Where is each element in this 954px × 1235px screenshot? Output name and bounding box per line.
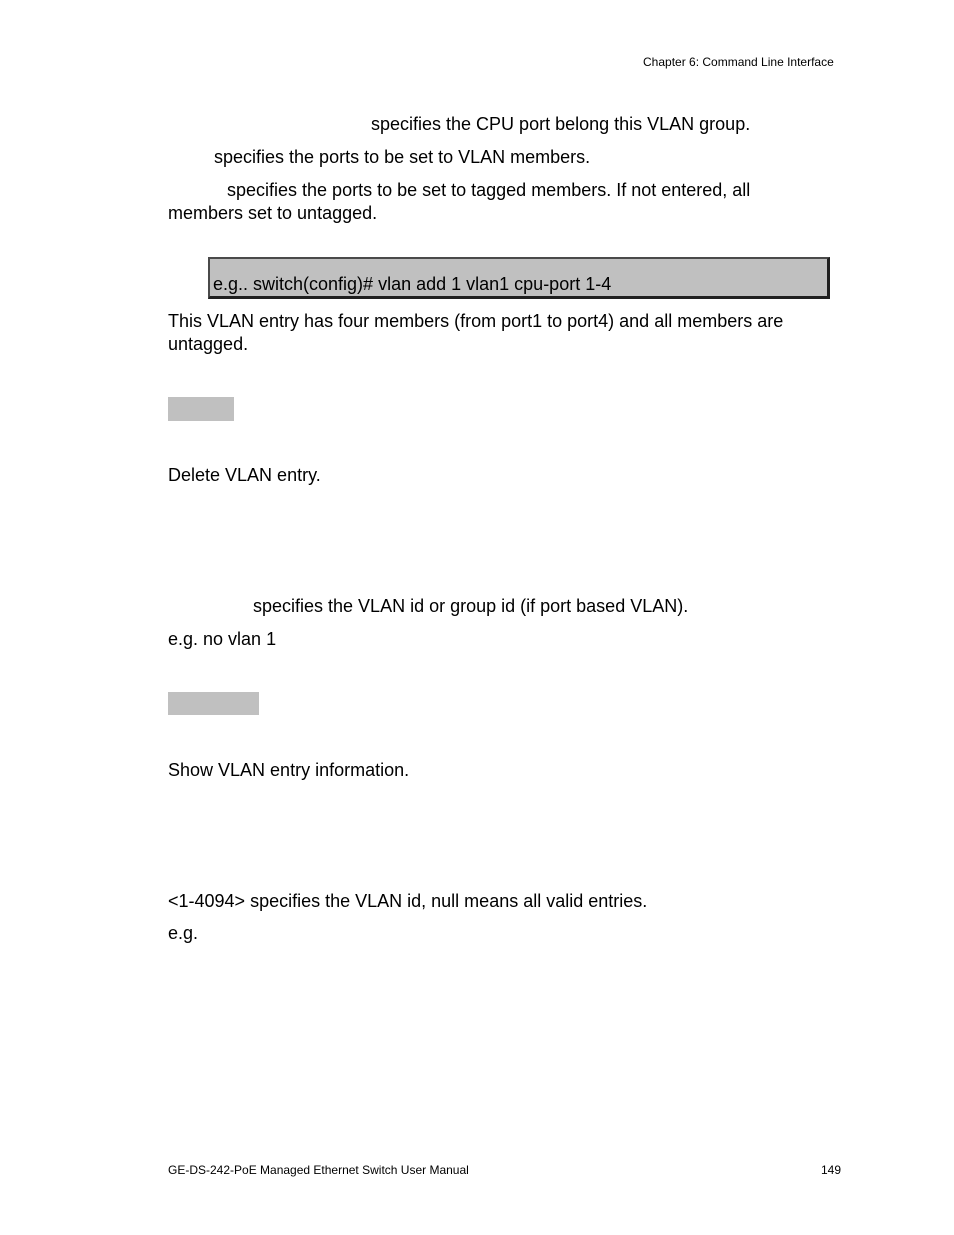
no-vlan-example: e.g. no vlan 1	[168, 629, 277, 649]
command-heading-placeholder-no-vlan	[168, 397, 234, 421]
example-explanation-line1: This VLAN entry has four members (from port1 to port4) and all members are	[168, 311, 784, 331]
no-vlan-description: Delete VLAN entry.	[168, 465, 321, 485]
param-tagged-desc-line1: specifies the ports to be set to tagged members. If not entered, all	[227, 180, 751, 200]
footer-manual-title: GE-DS-242-PoE Managed Ethernet Switch User Manual	[168, 1163, 469, 1177]
show-vlan-param-desc: <1-4094> specifies the VLAN id, null means all valid entries.	[168, 891, 648, 911]
footer-page-number: 149	[821, 1163, 842, 1177]
show-vlan-example: e.g.	[168, 923, 199, 943]
example-command-box	[208, 257, 830, 299]
param-cpu-port-desc: specifies the CPU port belong this VLAN group.	[371, 114, 751, 134]
show-vlan-description: Show VLAN entry information.	[168, 760, 410, 780]
example-command-text: e.g.. switch(config)# vlan add 1 vlan1 cpu-port 1-4	[213, 274, 612, 294]
running-header: Chapter 6: Command Line Interface	[643, 55, 834, 69]
param-members-desc: specifies the ports to be set to VLAN members.	[214, 147, 591, 167]
no-vlan-param-desc: specifies the VLAN id or group id (if port based VLAN).	[253, 596, 689, 616]
command-heading-placeholder-show-vlan	[168, 692, 259, 715]
param-tagged-desc-line2: members set to untagged.	[168, 203, 378, 223]
example-explanation-line2: untagged.	[168, 334, 249, 354]
